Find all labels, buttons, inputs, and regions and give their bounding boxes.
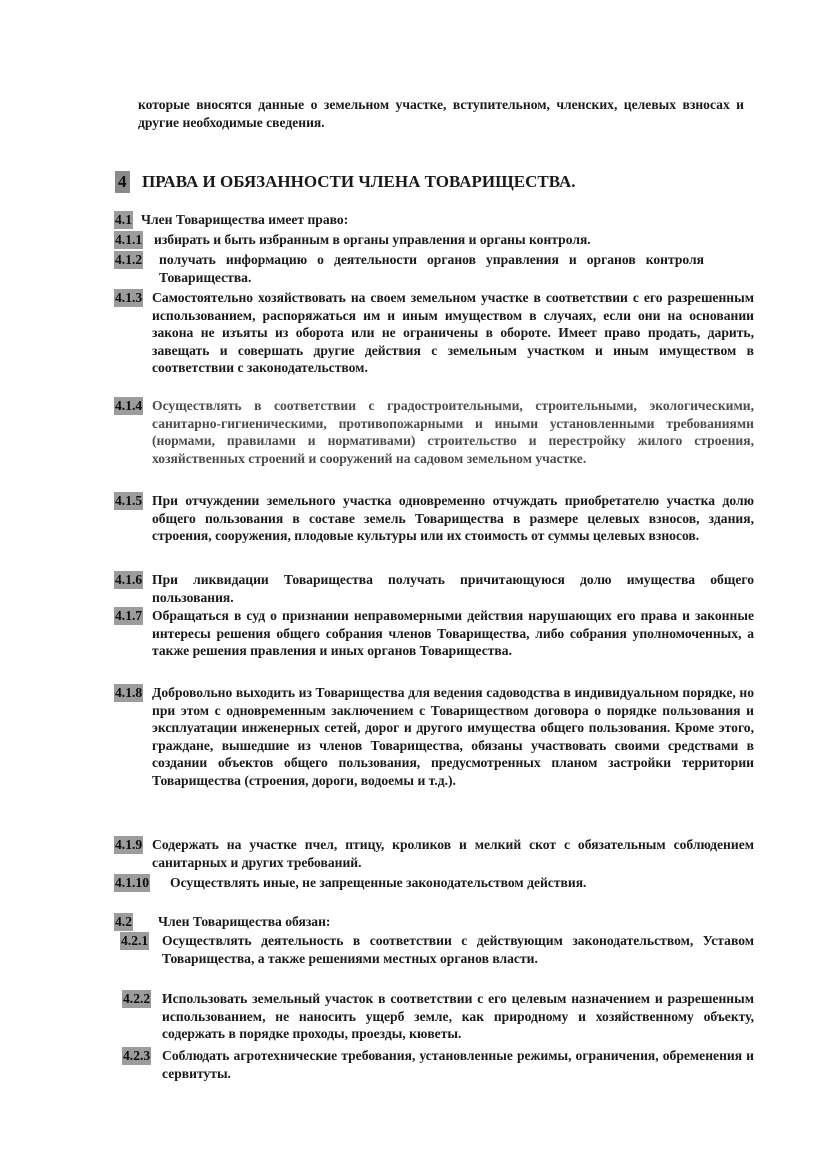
item-text: получать информацию о деятельности органов управления и органов контроля Товарищества.	[159, 252, 704, 285]
subsection-heading	[114, 211, 734, 229]
item-number: 4.1.2	[115, 252, 143, 267]
subsection-heading	[114, 913, 734, 931]
item-number: 4.2.3	[123, 1048, 151, 1063]
item-number: 4.1.7	[115, 608, 143, 623]
item-number: 4.1.3	[115, 290, 143, 305]
list-item	[114, 607, 754, 660]
item-text: При отчуждении земельного участка одновременно отчуждать приобретателю участка долю общего пользования в составе земель Товарищества в размере целевых взносов, здания, строения, сооружения, плодовые культуры или их стоимость от суммы целевых взносов.	[152, 493, 754, 544]
list-item	[114, 571, 754, 606]
intro-text: которые вносятся данные о земельном участке, вступительном, членских, целевых взносах и другие необходимые сведения.	[138, 97, 744, 130]
list-item	[114, 231, 748, 249]
item-text: Осуществлять в соответствии с градостроительными, строительными, экологическими, санитарно-гигиеническими, противопожарными и иными установленными требованиями (нормами, правилами и нормативами) строительство и перестройку жилого строения, хозяйственных строений и сооружений на садовом земельном участке.	[152, 398, 754, 466]
list-item	[122, 1047, 754, 1082]
list-item	[122, 990, 754, 1043]
item-text: Самостоятельно хозяйствовать на своем земельном участке в соответствии с его разрешенным использованием, распоряжаться им и иным имуществом в случаях, если они на основании закона не изъяты из оборота или не ограничены в обороте. Имеет право продать, дарить, завещать и совершать другие действия с земельным участком и иным имуществом в соответствии с законодательством.	[152, 290, 754, 376]
item-number: 4.2.1	[121, 933, 149, 948]
item-number: 4.1.8	[115, 685, 143, 700]
item-number: 4.2.2	[123, 991, 151, 1006]
item-text: При ликвидации Товарищества получать причитающуюся долю имущества общего пользования.	[152, 572, 754, 605]
list-item	[114, 874, 754, 892]
list-item	[120, 932, 754, 967]
subsection-title: Член Товарищества обязан:	[158, 914, 331, 929]
item-text: избирать и быть избранным в органы управления и органы контроля.	[154, 232, 591, 247]
section-title: ПРАВА И ОБЯЗАННОСТИ ЧЛЕНА ТОВАРИЩЕСТВА.	[142, 172, 576, 191]
item-number: 4.1.10	[115, 875, 149, 890]
list-item	[114, 251, 748, 286]
item-text: Содержать на участке пчел, птицу, кроликов и мелкий скот с обязательным соблюдением санитарных и других требований.	[152, 837, 754, 870]
item-number: 4.1.1	[115, 232, 143, 247]
item-number: 4.1.6	[115, 572, 143, 587]
section-number: 4	[115, 171, 130, 193]
subsection-title: Член Товарищества имеет право:	[141, 212, 349, 227]
section-heading	[115, 171, 715, 193]
list-item	[114, 289, 754, 377]
item-text: Обращаться в суд о признании неправомерными действия нарушающих его права и законные интересы решения общего собрания членов Товарищества, либо собрания уполномоченных, а также решения правления и иных органов Товарищества.	[152, 608, 754, 659]
item-text: Осуществлять деятельность в соответствии с действующим законодательством, Уставом Товарищества, а также решениями местных органов власти.	[162, 933, 754, 966]
item-number: 4.1.4	[115, 398, 143, 413]
subsection-number: 4.2	[115, 914, 132, 929]
subsection-number: 4.1	[115, 212, 132, 227]
list-item	[114, 684, 754, 790]
list-item	[114, 397, 754, 467]
item-text: Осуществлять иные, не запрещенные законодательством действия.	[170, 875, 587, 890]
list-item	[114, 836, 754, 871]
list-item	[114, 492, 754, 545]
item-number: 4.1.9	[115, 837, 143, 852]
intro-paragraph	[138, 96, 744, 131]
item-text: Добровольно выходить из Товарищества для ведения садоводства в индивидуальном порядке, но при этом с одновременным заключением с Товариществом договора о порядке пользования и эксплуатации инженерных сетей, дорог и другого имущества общего пользования. Кроме этого, граждане, вышедшие из членов Товарищества, обязаны участвовать своими средствами в создании объектов общего пользования, предусмотренных планом застройки территории Товарищества (строения, дороги, водоемы и т.д.).	[152, 685, 754, 788]
item-number: 4.1.5	[115, 493, 143, 508]
item-text: Соблюдать агротехнические требования, установленные режимы, ограничения, обременения и сервитуты.	[162, 1048, 754, 1081]
item-text: Использовать земельный участок в соответствии с его целевым назначением и разрешенным использованием, не наносить ущерб земле, как природному и хозяйственному объекту, содержать в порядке проходы, проезды, кюветы.	[162, 991, 754, 1042]
